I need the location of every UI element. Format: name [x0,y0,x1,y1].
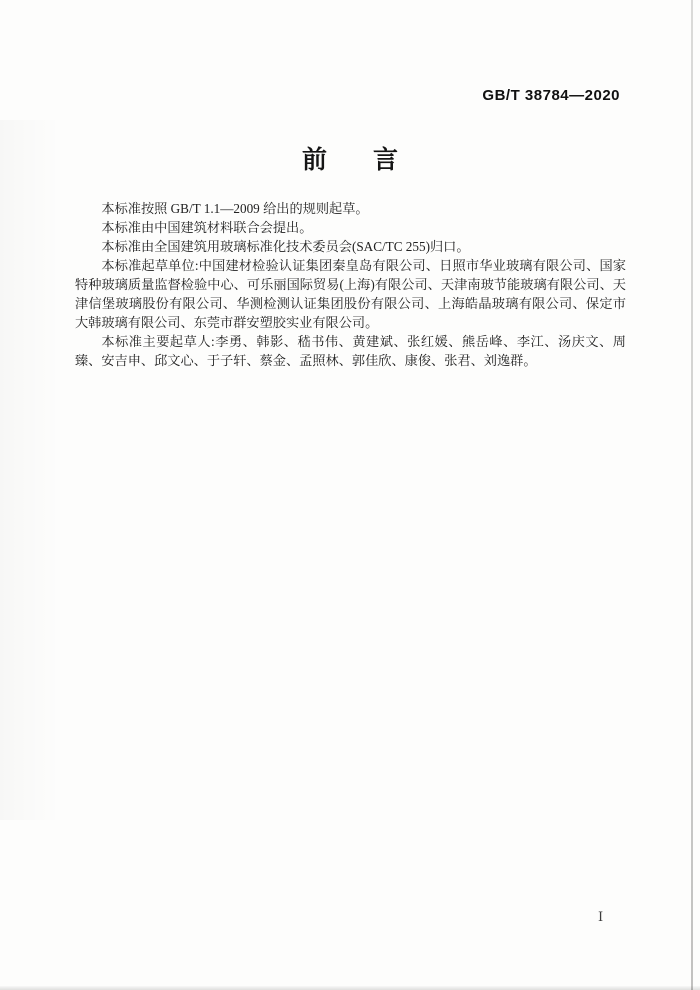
scan-smudge [0,120,60,820]
foreword-body [75,199,626,370]
foreword-paragraph: 本标准按照 GB/T 1.1—2009 给出的规则起草。 [101,201,369,216]
page-number: Ⅰ [598,909,604,924]
foreword-paragraph: 本标准由全国建筑用玻璃标准化技术委员会(SAC/TC 255)归口。 [101,239,470,254]
scan-edge-shadow [0,986,700,990]
foreword-paragraph: 本标准由中国建筑材料联合会提出。 [101,220,313,235]
standard-code: GB/T 38784—2020 [482,87,620,104]
foreword-paragraph: 本标准起草单位:中国建材检验认证集团秦皇岛有限公司、日照市华业玻璃有限公司、国家特种玻璃质量监督检验中心、可乐丽国际贸易(上海)有限公司、天津南玻节能玻璃有限公司、天津信堡玻璃股份有限公司、华测检测认证集团股份有限公司、上海皓晶玻璃有限公司、保定市大韩玻璃有限公司、东莞市群安塑胶实业有限公司。 [75,258,626,330]
foreword-paragraph: 本标准主要起草人:李勇、韩影、嵇书伟、黄建斌、张红媛、熊岳峰、李江、汤庆文、周臻、安吉申、邱文心、于子轩、蔡金、孟照林、郭佳欣、康俊、张君、刘逸群。 [75,334,626,368]
page-title: 前言 [301,146,444,174]
